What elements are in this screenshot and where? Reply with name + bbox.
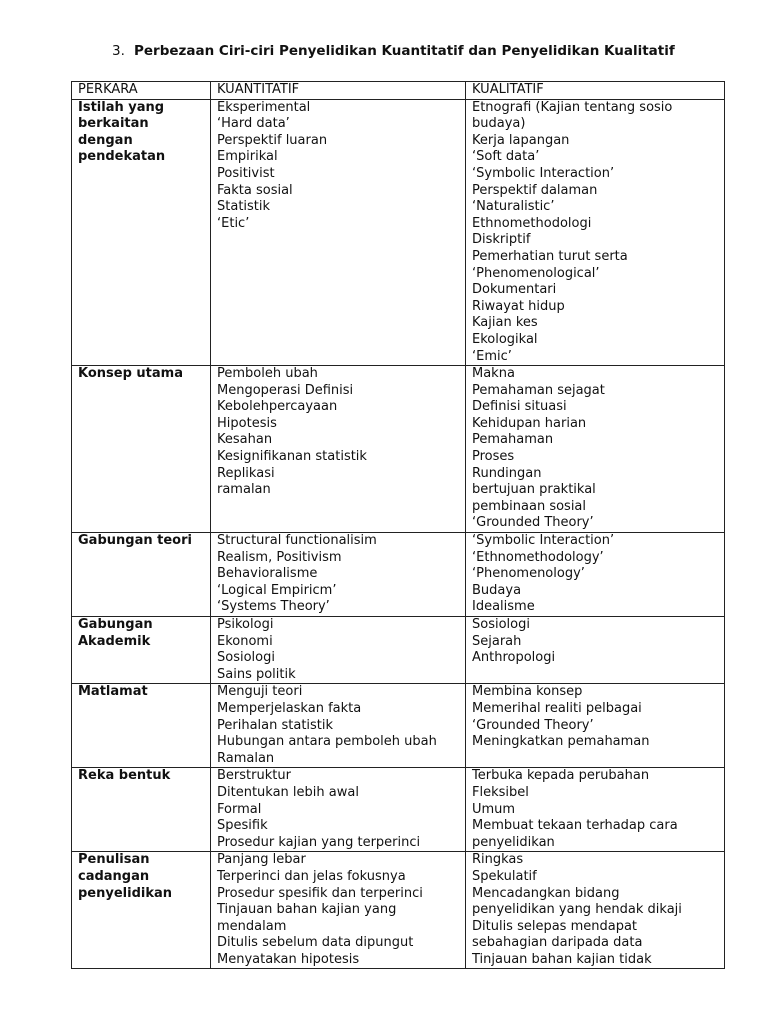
- kualitatif-item: penyelidikan: [472, 834, 555, 850]
- kualitatif-item: ‘Phenomenological’: [472, 265, 600, 281]
- kuantitatif-item: Berstruktur: [217, 768, 291, 784]
- cell-kuantitatif: [211, 852, 466, 969]
- cell-kuantitatif: [211, 99, 466, 366]
- kuantitatif-item: Memperjelaskan fakta: [217, 700, 362, 716]
- kualitatif-item: Perspektif dalaman: [472, 182, 598, 198]
- kuantitatif-item: Terperinci dan jelas fokusnya: [217, 868, 406, 884]
- kuantitatif-item: Pemboleh ubah: [217, 366, 318, 382]
- kuantitatif-item: Menguji teori: [217, 684, 303, 700]
- kuantitatif-item: Perspektif luaran: [217, 132, 328, 148]
- kualitatif-item: Umum: [472, 801, 516, 817]
- cell-kuantitatif: [211, 617, 466, 684]
- kuantitatif-item: Ditulis sebelum data dipungut: [217, 935, 414, 951]
- kualitatif-item: ‘Phenomenology’: [472, 566, 585, 582]
- cell-kualitatif: [466, 366, 725, 533]
- kuantitatif-item: Kesignifikanan statistik: [217, 449, 367, 465]
- kuantitatif-item: Hubungan antara pemboleh ubah: [217, 734, 437, 750]
- kuantitatif-item: Menyatakan hipotesis: [217, 951, 360, 967]
- kuantitatif-item: Behavioralisme: [217, 566, 318, 582]
- kuantitatif-item: Statistik: [217, 199, 271, 215]
- table-header-row: [72, 82, 725, 100]
- topic-line: Gabungan teori: [78, 533, 192, 549]
- cell-kuantitatif: [211, 366, 466, 533]
- kualitatif-item: ‘Soft data’: [472, 149, 540, 165]
- cell-perkara: [72, 99, 211, 366]
- header-kualitatif: KUALITATIF: [466, 82, 725, 100]
- kuantitatif-item: Ekonomi: [217, 633, 273, 649]
- header-kuantitatif: KUANTITATIF: [211, 82, 466, 100]
- kuantitatif-item: Psikologi: [217, 617, 274, 632]
- kualitatif-item: ‘Naturalistic’: [472, 199, 555, 215]
- table-row: [72, 852, 725, 969]
- kuantitatif-item: ‘Hard data’: [217, 116, 290, 132]
- kualitatif-item: Membuat tekaan terhadap cara: [472, 818, 678, 834]
- kualitatif-item: Ditulis selepas mendapat: [472, 918, 638, 934]
- kualitatif-item: Kajian kes: [472, 315, 538, 331]
- kualitatif-item: pembinaan sosial: [472, 498, 587, 514]
- cell-perkara: [72, 617, 211, 684]
- kualitatif-item: Kerja lapangan: [472, 132, 570, 148]
- kualitatif-item: Terbuka kepada perubahan: [472, 768, 650, 784]
- kuantitatif-item: Sains politik: [217, 666, 296, 682]
- topic-line: dengan: [78, 132, 133, 148]
- cell-kuantitatif: [211, 684, 466, 768]
- table-row: [72, 366, 725, 533]
- kualitatif-item: bertujuan praktikal: [472, 482, 596, 498]
- cell-kualitatif: [466, 99, 725, 366]
- kualitatif-item: ‘Symbolic Interaction’: [472, 533, 615, 549]
- kualitatif-item: Mencadangkan bidang: [472, 885, 620, 901]
- kuantitatif-item: ‘Logical Empiricm’: [217, 582, 337, 598]
- kualitatif-item: ‘Grounded Theory’: [472, 515, 594, 531]
- cell-perkara: [72, 684, 211, 768]
- kualitatif-item: ‘Symbolic Interaction’: [472, 165, 615, 181]
- kualitatif-item: Makna: [472, 366, 515, 382]
- kualitatif-item: Pemerhatian turut serta: [472, 248, 628, 264]
- kualitatif-item: ‘Emic’: [472, 348, 512, 364]
- kuantitatif-item: Hipotesis: [217, 415, 277, 431]
- topic-line: Akademik: [78, 633, 151, 649]
- cell-kualitatif: [466, 852, 725, 969]
- topic-line: penyelidikan: [78, 885, 173, 901]
- kuantitatif-item: ‘Etic’: [217, 215, 250, 231]
- kualitatif-item: Anthropologi: [472, 650, 556, 666]
- topic-line: pendekatan: [78, 149, 166, 165]
- kuantitatif-item: Ditentukan lebih awal: [217, 784, 359, 800]
- kuantitatif-item: Replikasi: [217, 465, 275, 481]
- cell-kuantitatif: [211, 533, 466, 617]
- table-row: [72, 617, 725, 684]
- kuantitatif-item: Realism, Positivism: [217, 549, 342, 565]
- kuantitatif-item: Ramalan: [217, 750, 275, 766]
- kuantitatif-item: Sosiologi: [217, 650, 275, 666]
- topic-line: berkaitan: [78, 116, 149, 132]
- kuantitatif-item: Mengoperasi Definisi: [217, 382, 354, 398]
- kualitatif-item: Rundingan: [472, 465, 542, 481]
- kualitatif-item: Meningkatkan pemahaman: [472, 734, 650, 750]
- kuantitatif-item: Positivist: [217, 165, 275, 181]
- kualitatif-item: Diskriptif: [472, 232, 531, 248]
- kualitatif-item: Dokumentari: [472, 282, 557, 298]
- topic-line: cadangan: [78, 868, 150, 884]
- topic-line: Istilah yang: [78, 99, 165, 115]
- topic-line: Matlamat: [78, 684, 148, 700]
- kualitatif-item: ‘Ethnomethodology’: [472, 549, 604, 565]
- cell-perkara: [72, 768, 211, 852]
- cell-perkara: [72, 852, 211, 969]
- kualitatif-item: Sejarah: [472, 633, 522, 649]
- kualitatif-item: Fleksibel: [472, 784, 529, 800]
- header-perkara: PERKARA: [72, 82, 211, 100]
- topic-line: Reka bentuk: [78, 768, 171, 784]
- kualitatif-item: Sosiologi: [472, 617, 530, 632]
- table-row: [72, 684, 725, 768]
- kualitatif-item: Definisi situasi: [472, 399, 567, 415]
- kuantitatif-item: Formal: [217, 801, 262, 817]
- topic-line: Gabungan: [78, 617, 153, 632]
- table-row: [72, 533, 725, 617]
- kualitatif-item: Ringkas: [472, 852, 524, 868]
- cell-perkara: [72, 366, 211, 533]
- kuantitatif-item: Eksperimental: [217, 99, 311, 115]
- kuantitatif-item: Prosedur spesifik dan terperinci: [217, 885, 423, 901]
- kualitatif-item: Spekulatif: [472, 868, 537, 884]
- kualitatif-item: Riwayat hidup: [472, 298, 565, 314]
- kualitatif-item: Memerihal realiti pelbagai: [472, 700, 642, 716]
- kualitatif-item: Ekologikal: [472, 331, 538, 347]
- cell-kualitatif: [466, 684, 725, 768]
- kualitatif-item: Ethnomethodologi: [472, 215, 592, 231]
- table-body: [72, 99, 725, 969]
- title-number: 3.: [112, 43, 125, 59]
- kualitatif-item: Idealisme: [472, 599, 535, 615]
- kualitatif-item: budaya): [472, 116, 526, 132]
- topic-line: Konsep utama: [78, 366, 183, 382]
- kualitatif-item: sebahagian daripada data: [472, 935, 643, 951]
- comparison-table: [71, 81, 725, 969]
- document-title: [112, 43, 675, 59]
- kuantitatif-item: Kebolehpercayaan: [217, 399, 338, 415]
- kuantitatif-item: Structural functionalisim: [217, 533, 377, 549]
- table-row: [72, 99, 725, 366]
- kuantitatif-item: Empirikal: [217, 149, 278, 165]
- cell-kualitatif: [466, 533, 725, 617]
- kuantitatif-item: Prosedur kajian yang terperinci: [217, 834, 421, 850]
- kuantitatif-item: mendalam: [217, 918, 287, 934]
- kualitatif-item: Membina konsep: [472, 684, 583, 700]
- kuantitatif-item: Tinjauan bahan kajian yang: [217, 902, 397, 918]
- kuantitatif-item: Perihalan statistik: [217, 717, 334, 733]
- cell-kualitatif: [466, 768, 725, 852]
- kualitatif-item: Kehidupan harian: [472, 415, 587, 431]
- kualitatif-item: Tinjauan bahan kajian tidak: [472, 951, 652, 967]
- kuantitatif-item: ‘Systems Theory’: [217, 599, 330, 615]
- title-text: Perbezaan Ciri-ciri Penyelidikan Kuantitatif dan Penyelidikan Kualitatif: [134, 43, 675, 59]
- kuantitatif-item: Kesahan: [217, 432, 273, 448]
- topic-line: Penulisan: [78, 852, 150, 868]
- kualitatif-item: Pemahaman: [472, 432, 554, 448]
- kuantitatif-item: Fakta sosial: [217, 182, 293, 198]
- kualitatif-item: ‘Grounded Theory’: [472, 717, 594, 733]
- cell-perkara: [72, 533, 211, 617]
- kualitatif-item: Proses: [472, 449, 515, 465]
- kualitatif-item: Pemahaman sejagat: [472, 382, 605, 398]
- kualitatif-item: penyelidikan yang hendak dikaji: [472, 902, 682, 918]
- cell-kuantitatif: [211, 768, 466, 852]
- kualitatif-item: Etnografi (Kajian tentang sosio: [472, 99, 673, 115]
- cell-kualitatif: [466, 617, 725, 684]
- kuantitatif-item: ramalan: [217, 482, 271, 498]
- kuantitatif-item: Panjang lebar: [217, 852, 306, 868]
- kualitatif-item: Budaya: [472, 582, 522, 598]
- table-row: [72, 768, 725, 852]
- kuantitatif-item: Spesifik: [217, 818, 268, 834]
